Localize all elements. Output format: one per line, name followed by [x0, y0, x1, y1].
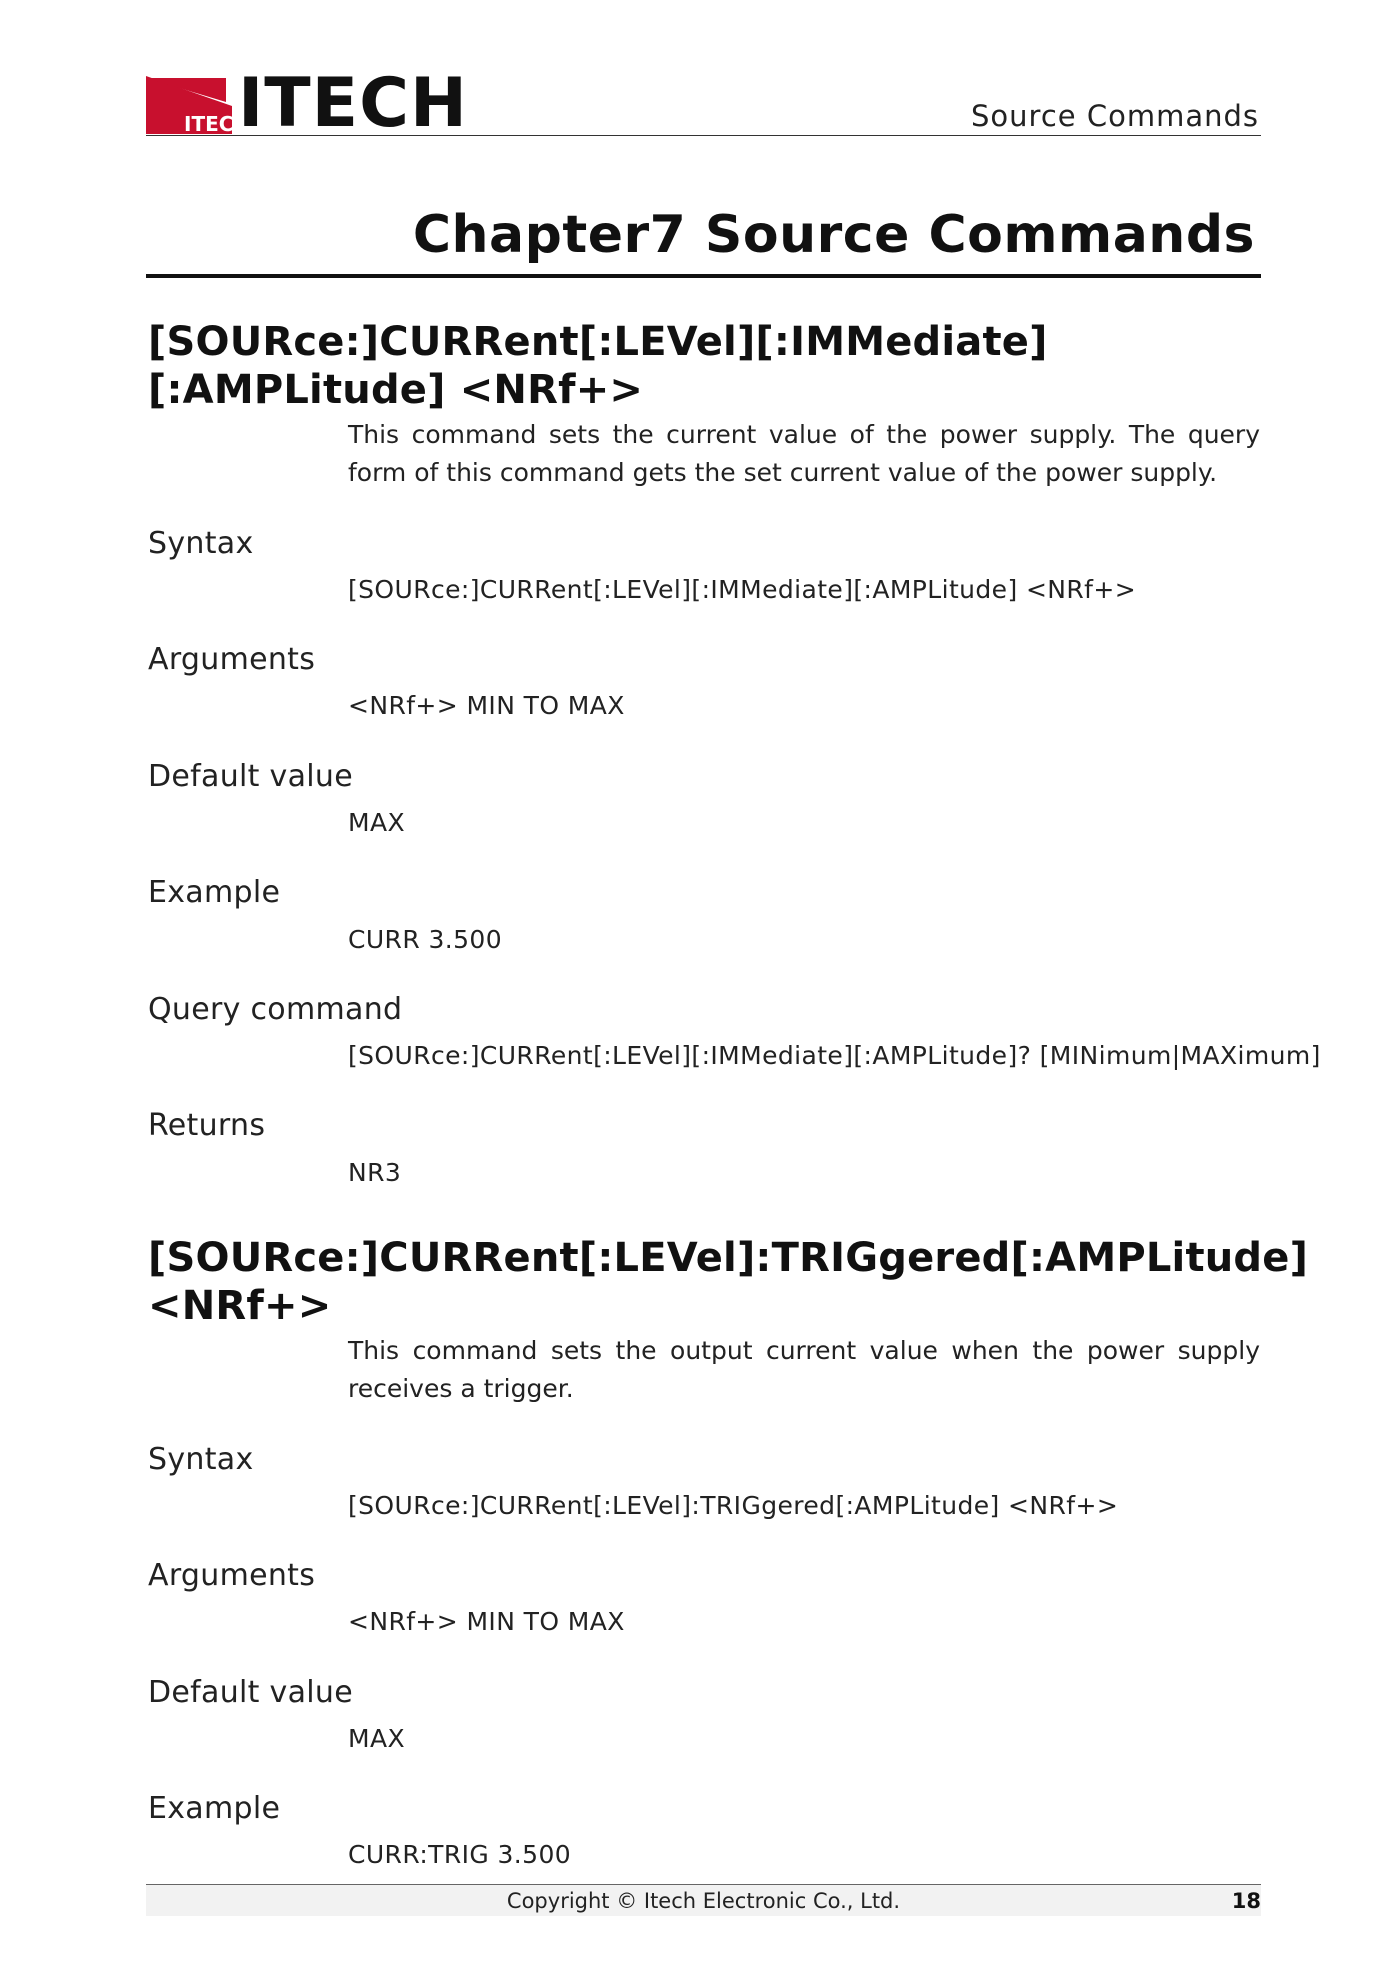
itech-logo-mark-icon	[146, 76, 251, 136]
running-head: Source Commands	[971, 99, 1259, 133]
page-header	[146, 64, 1261, 143]
command-description-1: This command sets the current value of the power supply. The query form of this command gets the set current value of the power supply.	[348, 420, 1260, 487]
logo-small-text: ITECH	[184, 112, 251, 136]
page-number: 18	[1231, 1889, 1261, 1913]
default-value-2: MAX	[348, 1724, 405, 1753]
default-value-1: MAX	[348, 808, 405, 837]
command-description-2: This command sets the output current value when the power supply receives a trigger.	[348, 1336, 1260, 1403]
example-value-1: CURR 3.500	[348, 925, 503, 954]
itech-logo	[146, 64, 468, 143]
page-footer	[146, 1884, 1261, 1916]
returns-value-1: NR3	[348, 1158, 402, 1187]
syntax-value-2: [SOURce:]CURRent[:LEVel]:TRIGgered[:AMPLitude] <NRf+>	[348, 1491, 1119, 1520]
command-title-2: [SOURce:]CURRent[:LEVel]:TRIGgered[:AMPLitude] <NRf+>	[148, 1235, 1309, 1329]
copyright-text: Copyright © Itech Electronic Co., Ltd.	[506, 1889, 901, 1913]
chapter-title: Chapter7 Source Commands	[146, 198, 1261, 278]
arguments-label-1: Arguments	[148, 642, 316, 677]
arguments-label-2: Arguments	[148, 1558, 316, 1593]
query-label-1: Query command	[148, 992, 403, 1027]
example-label-2: Example	[148, 1791, 281, 1826]
command-title-1: [SOURce:]CURRent[:LEVel][:IMMediate][:AMPLitude] <NRf+>	[148, 319, 1048, 413]
syntax-label-2: Syntax	[148, 1442, 254, 1477]
default-label-1: Default value	[148, 759, 353, 794]
query-value-1: [SOURce:]CURRent[:LEVel][:IMMediate][:AMPLitude]? [MINimum|MAXimum]	[348, 1041, 1321, 1070]
syntax-label-1: Syntax	[148, 526, 254, 561]
default-label-2: Default value	[148, 1675, 353, 1710]
example-label-1: Example	[148, 875, 281, 910]
returns-label-1: Returns	[148, 1108, 266, 1143]
syntax-value-1: [SOURce:]CURRent[:LEVel][:IMMediate][:AMPLitude] <NRf+>	[348, 575, 1137, 604]
arguments-value-1: <NRf+> MIN TO MAX	[348, 691, 625, 720]
arguments-value-2: <NRf+> MIN TO MAX	[348, 1607, 625, 1636]
example-value-2: CURR:TRIG 3.500	[348, 1840, 572, 1869]
logo-wordmark: ITECH	[238, 64, 468, 143]
